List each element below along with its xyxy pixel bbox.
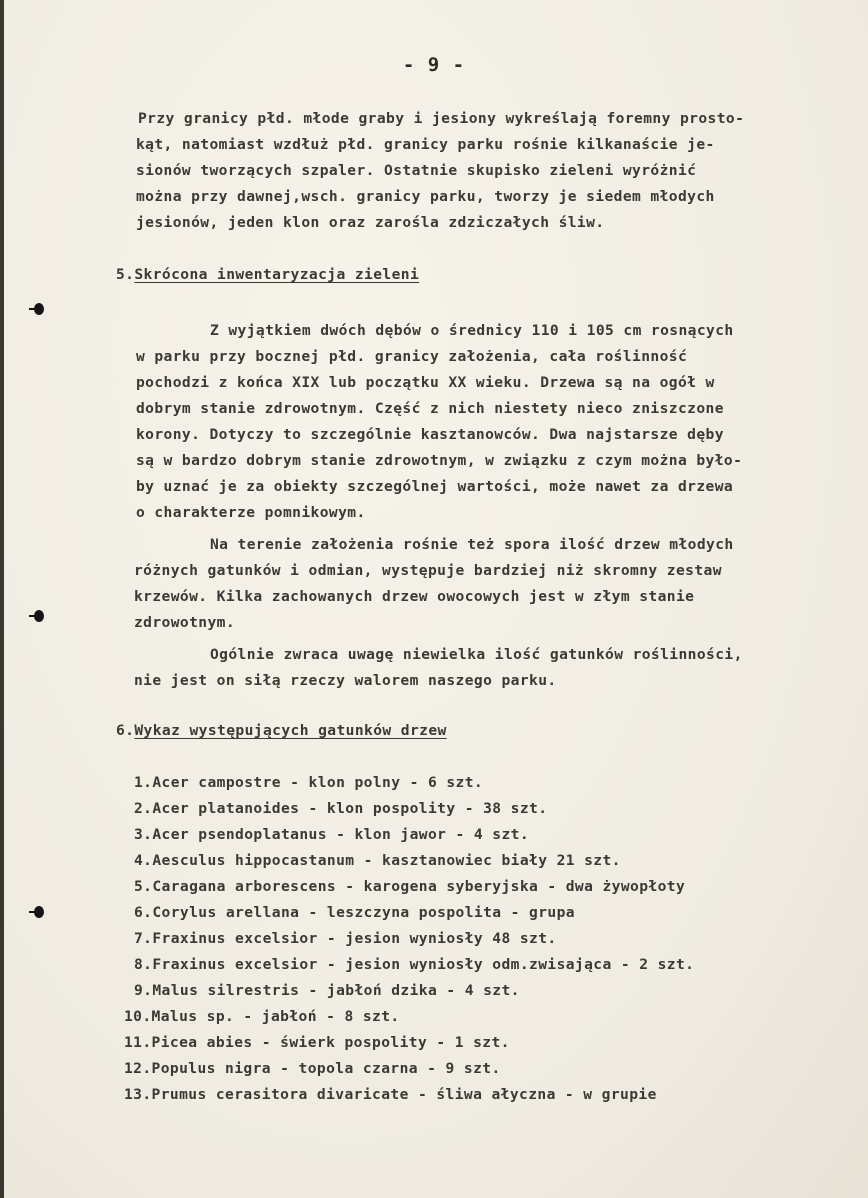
- text-line: by uznać je za obiekty szczególnej wartości, może nawet za drzewa: [136, 478, 734, 495]
- page-number: - 9 -: [402, 54, 466, 76]
- section-number: 5.: [116, 266, 135, 283]
- binder-hole: [34, 906, 44, 918]
- text-line: krzewów. Kilka zachowanych drzew owocowych jest w złym stanie: [134, 588, 695, 605]
- list-item: 7.Fraxinus excelsior - jesion wyniosły 48 szt.: [134, 930, 557, 947]
- section-heading: [116, 266, 419, 283]
- text-line: Ogólnie zwraca uwagę niewielka ilość gatunków roślinności,: [210, 646, 743, 663]
- text-line: Z wyjątkiem dwóch dębów o średnicy 110 i 105 cm rosnących: [210, 322, 734, 339]
- list-item: 5.Caragana arborescens - karogena syberyjska - dwa żywopłoty: [134, 878, 686, 895]
- text-line: różnych gatunków i odmian, występuje bardziej niż skromny zestaw: [134, 562, 722, 579]
- text-line: o charakterze pomnikowym.: [136, 504, 366, 521]
- list-item: 8.Fraxinus excelsior - jesion wyniosły odm.zwisająca - 2 szt.: [134, 956, 695, 973]
- page-edge: [0, 0, 4, 1198]
- text-line: można przy dawnej,wsch. granicy parku, tworzy je siedem młodych: [136, 188, 715, 205]
- section-title: Wykaz występujących gatunków drzew: [134, 722, 447, 739]
- list-item: 3.Acer psendoplatanus - klon jawor - 4 szt.: [134, 826, 530, 843]
- list-item: 4.Aesculus hippocastanum - kasztanowiec biały 21 szt.: [134, 852, 621, 869]
- text-line: jesionów, jeden klon oraz zarośla zdziczałych śliw.: [136, 214, 605, 231]
- list-item: 1.Acer campostre - klon polny - 6 szt.: [134, 774, 484, 791]
- list-item: 6.Corylus arellana - leszczyna pospolita - grupa: [134, 904, 575, 921]
- text-line: korony. Dotyczy to szczególnie kasztanowców. Dwa najstarsze dęby: [136, 426, 724, 443]
- text-line: Przy granicy płd. młode graby i jesiony wykreślają foremny prosto-: [138, 110, 745, 127]
- list-item: 13.Prumus cerasitora divaricate - śliwa ałyczna - w grupie: [124, 1086, 657, 1103]
- list-item: 12.Populus nigra - topola czarna - 9 szt.: [124, 1060, 501, 1077]
- text-line: są w bardzo dobrym stanie zdrowotnym, w związku z czym można było-: [136, 452, 743, 469]
- binder-hole: [34, 303, 44, 315]
- text-line: sionów tworzących szpaler. Ostatnie skupisko zieleni wyróżnić: [136, 162, 697, 179]
- binder-hole: [34, 610, 44, 622]
- text-line: kąt, natomiast wzdłuż płd. granicy parku rośnie kilkanaście je-: [136, 136, 715, 153]
- section-heading: [116, 722, 447, 739]
- text-line: dobrym stanie zdrowotnym. Część z nich niestety nieco zniszczone: [136, 400, 724, 417]
- list-item: 2.Acer platanoides - klon pospolity - 38 szt.: [134, 800, 548, 817]
- list-item: 10.Malus sp. - jabłoń - 8 szt.: [124, 1008, 400, 1025]
- text-line: pochodzi z końca XIX lub początku XX wieku. Drzewa są na ogół w: [136, 374, 715, 391]
- text-line: nie jest on siłą rzeczy walorem naszego parku.: [134, 672, 557, 689]
- section-title: Skrócona inwentaryzacja zieleni: [134, 266, 420, 283]
- text-line: zdrowotnym.: [134, 614, 236, 631]
- text-line: w parku przy bocznej płd. granicy założenia, cała roślinność: [136, 348, 688, 365]
- list-item: 9.Malus silrestris - jabłoń dzika - 4 szt.: [134, 982, 520, 999]
- list-item: 11.Picea abies - świerk pospolity - 1 szt.: [124, 1034, 510, 1051]
- section-number: 6.: [116, 722, 135, 739]
- text-line: Na terenie założenia rośnie też spora ilość drzew młodych: [210, 536, 734, 553]
